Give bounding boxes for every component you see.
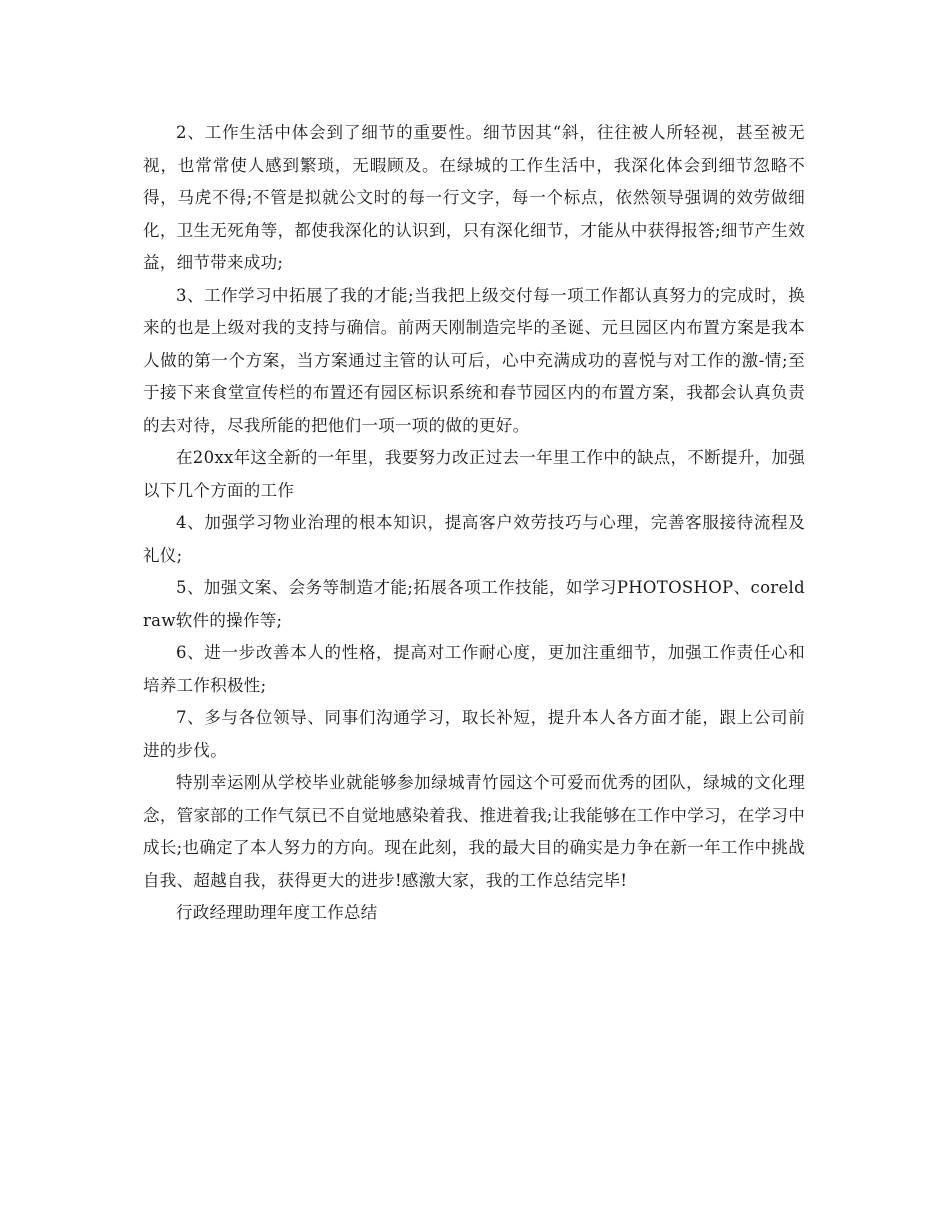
paragraph-new-year-plan: 在20xx年这全新的一年里，我要努力改正过去一年里工作中的缺点，不断提升，加强以下几个方面的工作 <box>143 448 805 500</box>
paragraph-closing: 特别幸运刚从学校毕业就能够参加绿城青竹园这个可爱而优秀的团队，绿城的文化理念，管家部的工作气氛已不自觉地感染着我、推进着我;让我能够在工作中学习，在学习中成长;也确定了本人努力的方向。现在此刻，我的最大目的确实是力争在新一年工作中挑战自我、超越自我，获得更大的进步!感激大家，我的工作总结完毕! <box>143 773 805 890</box>
paragraph-item-2: 2、工作生活中体会到了细节的重要性。细节因其“斜，往往被人所轻视，甚至被无视，也常常使人感到繁琐，无暇顾及。在绿城的工作生活中，我深化体会到细节忽略不得，马虎不得;不管是拟就公文时的每一行文字，每一个标点，依然领导强调的效劳做细化，卫生无死角等，都使我深化的认识到，只有深化细节，才能从中获得报答;细节产生效益，细节带来成功; <box>143 123 805 272</box>
paragraph-item-3: 3、工作学习中拓展了我的才能;当我把上级交付每一项工作都认真努力的完成时，换来的也是上级对我的支持与确信。前两天刚制造完毕的圣诞、元旦园区内布置方案是我本人做的第一个方案，当方案通过主管的认可后，心中充满成功的喜悦与对工作的激-情;至于接下来食堂宣传栏的布置还有园区标识系统和春节园区内的布置方案，我都会认真负责的去对待，尽我所能的把他们一项一项的做的更好。 <box>143 285 805 435</box>
next-section-title: 行政经理助理年度工作总结 <box>176 903 378 922</box>
document-body <box>143 117 805 930</box>
paragraph-item-7: 7、多与各位领导、同事们沟通学习，取长补短，提升本人各方面才能，跟上公司前进的步伐。 <box>143 708 805 760</box>
paragraph-item-4: 4、加强学习物业治理的根本知识，提高客户效劳技巧与心理，完善客服接待流程及礼仪; <box>143 513 805 565</box>
paragraph-item-5: 5、加强文案、会务等制造才能;拓展各项工作技能，如学习PHOTOSHOP、coreldraw软件的操作等; <box>143 578 805 630</box>
paragraph-item-6: 6、进一步改善本人的性格，提高对工作耐心度，更加注重细节，加强工作责任心和培养工作积极性; <box>143 643 805 695</box>
